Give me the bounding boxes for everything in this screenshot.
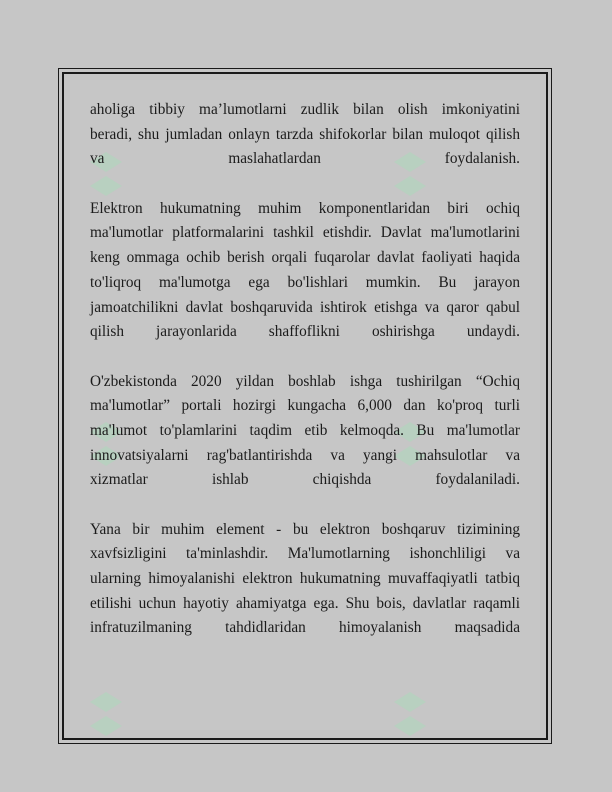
paragraph bbox=[90, 370, 520, 493]
paragraph bbox=[90, 197, 520, 345]
text-line: xizmatlar ishlab chiqishda foydalaniladi. bbox=[90, 471, 520, 489]
text-line: ma'lumot to'plamlarini taqdim etib kelmoqda. Bu ma'lumotlar bbox=[90, 421, 520, 439]
text-line: Elektron hukumatning muhim komponentlaridan biri ochiq bbox=[90, 199, 520, 217]
text-line: ma'lumotlar” portali hozirgi kungacha 6,000 dan ko'proq turli bbox=[90, 397, 520, 415]
text-line: beradi, shu jumladan onlayn tarzda shifokorlar bilan muloqot qilish bbox=[90, 125, 520, 143]
text-line: ularning himoyalanishi elektron hukumatning muvaffaqiyatli tatbiq bbox=[90, 570, 520, 588]
text-line: aholiga tibbiy ma’lumotlarni zudlik bilan olish imkoniyatini bbox=[90, 101, 520, 118]
text-line: innovatsiyalarni rag'batlantirishda va yangi mahsulotlar va bbox=[90, 446, 520, 464]
text-line: xavfsizligini ta'minlashdir. Ma'lumotlarning ishonchliligi va bbox=[90, 545, 520, 563]
text-line: to'liqroq ma'lumotga ega bo'lishlari mumkin. Bu jarayon bbox=[90, 273, 520, 291]
text-line: va maslahatlardan foydalanish. bbox=[90, 150, 520, 168]
paragraph bbox=[90, 98, 520, 172]
paragraph bbox=[90, 518, 520, 641]
text-line: ma'lumotlar platformalarini tashkil etishdir. Davlat ma'lumotlarini bbox=[90, 224, 520, 242]
text-line: O'zbekistonda 2020 yildan boshlab ishga tushirilgan “Ochiq bbox=[90, 372, 520, 390]
document-body bbox=[90, 98, 520, 666]
text-line: Yana bir muhim element - bu elektron boshqaruv tizimining bbox=[90, 520, 520, 538]
text-line: infratuzilmaning tahdidlaridan himoyalanish maqsadida bbox=[90, 619, 520, 637]
text-line: qilish jarayonlarida shaffoflikni oshirishga undaydi. bbox=[90, 323, 520, 341]
text-line: keng ommaga ochib berish orqali fuqarolar davlat faoliyati haqida bbox=[90, 249, 520, 267]
text-line: etilishi uchun hayotiy ahamiyatga ega. Shu bois, davlatlar raqamli bbox=[90, 594, 520, 612]
text-line: jamoatchilikni davlat boshqaruvida ishtirok etishga va qaror qabul bbox=[90, 298, 520, 316]
